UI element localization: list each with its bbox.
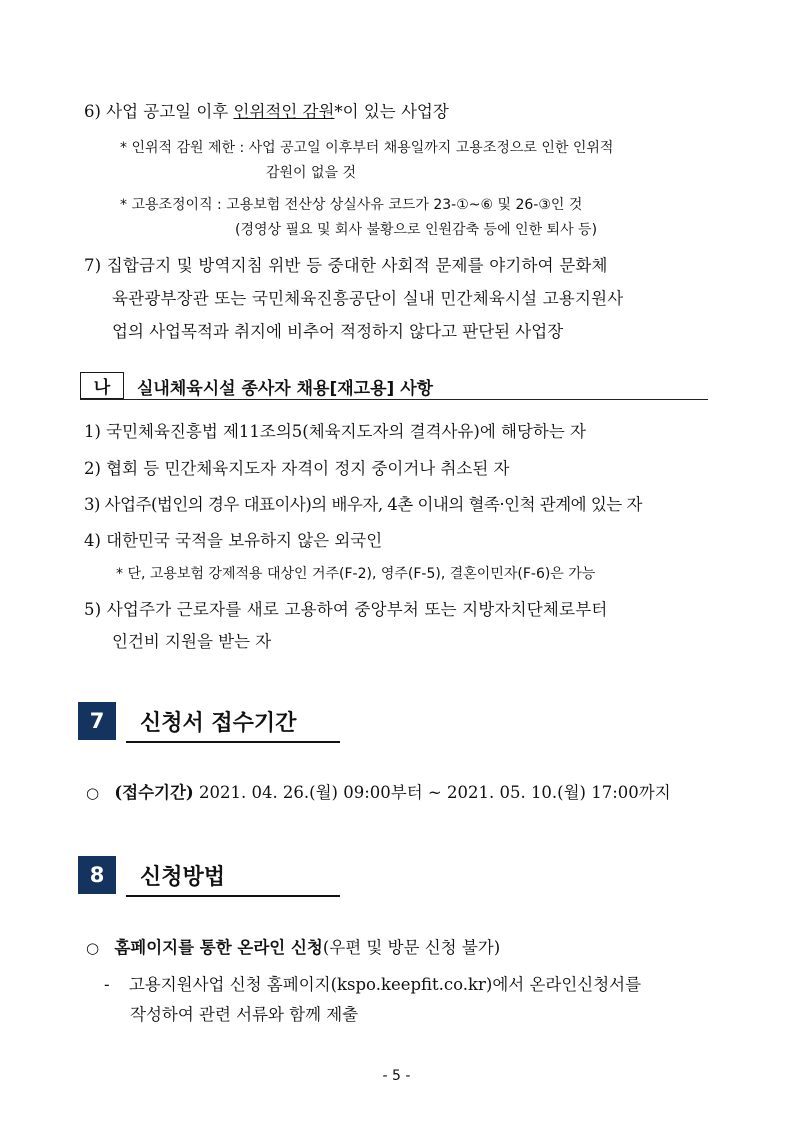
section-7-title: 신청서 접수기간 (140, 711, 297, 736)
item-7-line-3: 업의 사업목적과 취지에 비추어 적정하지 않다고 판단된 사업장 (112, 322, 564, 341)
note-employment-adjustment (120, 194, 582, 214)
section-7-underline (126, 741, 340, 743)
note-2-text-1: 고용보험 전산상 상실사유 코드가 23-①~⑥ 및 26-③인 것 (226, 197, 583, 213)
note-1-text-1: 사업 공고일 이후부터 채용일까지 고용조정으로 인한 인위적 (248, 140, 614, 156)
section-8-underline (126, 895, 340, 897)
item-6-prefix: 6) 사업 공고일 이후 (84, 102, 234, 121)
section-8-title: 신청방법 (140, 865, 226, 890)
application-period-text: 2021. 04. 26.(월) 09:00부터 ~ 2021. 05. 10.(월) 17:00까지 (193, 783, 671, 802)
note-1-text-2: 감원이 없을 것 (266, 165, 357, 181)
item-6 (84, 98, 449, 122)
list-item: 3) 사업주(법인의 경우 대표이사)의 배우자, 4촌 이내의 혈족·인척 관계에 있는 자 (84, 495, 642, 514)
bullet-icon: ○ (86, 939, 100, 957)
application-method-detail (104, 971, 641, 995)
note-2-text-2: (경영상 필요 및 회사 불황으로 인원감축 등에 인한 퇴사 등) (235, 222, 598, 238)
note-2-label: * 고용조정이직 : (120, 197, 227, 213)
item-6-underlined: 인위적인 감원 (233, 102, 335, 121)
page-number: - 5 - (382, 1068, 411, 1084)
list-item: 2) 협회 등 민간체육지도자 자격이 정지 중이거나 취소된 자 (84, 459, 510, 478)
list-item: 4) 대한민국 국적을 보유하지 않은 외국인 (84, 531, 383, 550)
note-1-label: * 인위적 감원 제한 : (120, 140, 249, 156)
dash-icon: - (104, 975, 110, 994)
application-period-label: (접수기간) (114, 783, 194, 802)
item-7-line-1: 7) 집합금지 및 방역지침 위반 등 중대한 사회적 문제를 야기하여 문화체 (84, 256, 608, 275)
application-method-line-2: 작성하여 관련 서류와 함께 제출 (130, 1005, 359, 1024)
list-item-5-line-1: 5) 사업주가 근로자를 새로 고용하여 중앙부처 또는 지방자치단체로부터 (84, 600, 608, 619)
application-period (86, 779, 671, 803)
section-na-note: * 단, 고용보험 강제적용 대상인 거주(F-2), 영주(F-5), 결혼이민자(F-6)은 가능 (116, 566, 596, 582)
item-7-line-2: 육관광부장관 또는 국민체육진흥공단이 실내 민간체육시설 고용지원사 (112, 289, 624, 308)
list-item-5-line-2: 인건비 지원을 받는 자 (112, 632, 272, 651)
application-method (86, 934, 500, 958)
section-na-divider (80, 399, 708, 400)
note-artificial-reduction (120, 137, 613, 157)
section-7-number: 7 (78, 702, 116, 740)
section-8-number: 8 (78, 856, 116, 894)
bullet-icon: ○ (86, 784, 100, 802)
section-na-title: 실내체육시설 종사자 채용[재고용] 사항 (137, 379, 434, 399)
section-na-label: 나 (80, 372, 124, 399)
application-method-line-1: 고용지원사업 신청 홈페이지(kspo.keepfit.co.kr)에서 온라인신청서를 (128, 975, 642, 994)
item-6-suffix: *이 있는 사업장 (334, 102, 449, 121)
list-item: 1) 국민체육진흥법 제11조의5(체육지도자의 결격사유)에 해당하는 자 (84, 422, 586, 441)
application-method-bold: 홈페이지를 통한 온라인 신청 (114, 938, 323, 957)
application-method-note: (우편 및 방문 신청 불가) (322, 938, 501, 957)
